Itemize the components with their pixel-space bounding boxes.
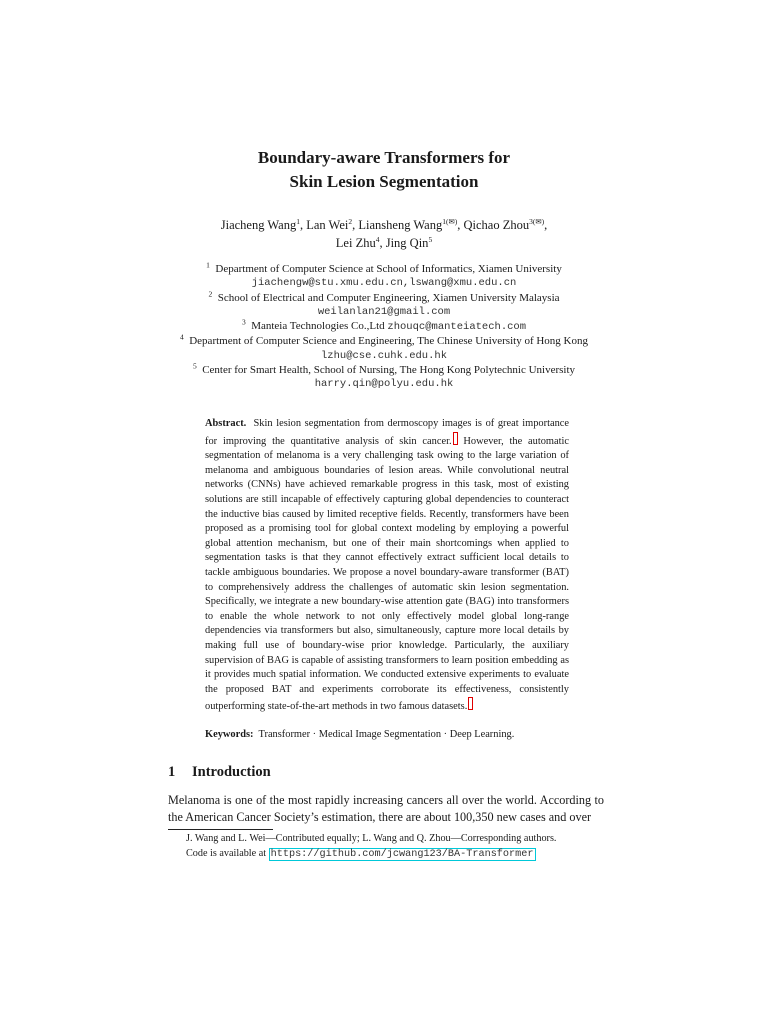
- affiliation-email: zhouqc@manteiatech.com: [387, 321, 527, 334]
- footnote-rule: [168, 829, 273, 830]
- author-affil-mark: 2: [348, 216, 353, 226]
- title-line-2: Skin Lesion Segmentation: [289, 172, 479, 191]
- affiliation-1: [0, 262, 768, 276]
- section-heading: [168, 764, 271, 781]
- author-line-1: Jiacheng Wang$^1$, Lan Wei$^2$, Liansheng Wang$^{1(✉)}$, Qichao Zhou$^{3(✉)}$,: [220, 216, 548, 232]
- affiliation-number: 3: [241, 317, 246, 327]
- affiliation-email: lzhu@cse.cuhk.edu.hk: [320, 349, 448, 362]
- author-name: Lei Zhu: [335, 236, 376, 250]
- keywords: [205, 728, 569, 742]
- author-affil-mark: 1(✉): [442, 216, 458, 226]
- affiliation-email: harry.qin@polyu.edu.hk: [314, 378, 454, 391]
- body-paragraph: Melanoma is one of the most rapidly increasing cancers all over the world. According to the American Cancer Society’s estimation, there are about 100,350 new cases and over: [168, 793, 604, 824]
- title-line-1: Boundary-aware Transformers for: [257, 148, 511, 167]
- author-name: Lan Wei: [306, 218, 349, 232]
- author-name: Jing Qin: [385, 236, 429, 250]
- citation-link-box[interactable]: [453, 432, 458, 445]
- section-number: 1: [168, 764, 176, 780]
- citation-link-box[interactable]: [468, 697, 473, 710]
- affiliation-text: Department of Computer Science at School of Informatics, Xiamen University: [215, 263, 562, 275]
- abstract-text-2: However, the automatic segmentation of melanoma is a very challenging task owing to the large variation of melanoma and ambiguous boundaries of lesion areas. While convolutional neutral networks (CNNs) have achieved remarkable progress in this task, most of existing solutions are still incapable of effectively capturing global dependencies to counteract the inductive bias caused by limited receptive fields. Recently, transformers have been proposed as a promising tool for global context modeling by employing a powerful global attention mechanism, but one of their main shortcomings when applied to segmentation tasks is that they cannot effectively extract sufficient local details to tackle ambiguous boundaries. We propose a novel boundary-aware transformer (BAT) to comprehensively address the challenges of automatic skin lesion segmentation. Specifically, we integrate a new boundary-wise attention gate (BAG) into transformers to enable the whole network to not only effectively model global long-range dependencies via transformers but also, simultaneously, capture more local details by making full use of boundary-wise prior knowledge. Particularly, the auxiliary supervision of BAG is capable of assisting transformers to learn position embedding as it provides much spatial information. We conducted extensive experiments to evaluate the proposed BAT and experiments corroborate its effectiveness, consistently outperforming state-of-the-art methods in two famous datasets.: [205, 435, 569, 713]
- affiliation-3: [0, 319, 768, 334]
- author-affil-mark: 5: [428, 234, 433, 244]
- author-name: Jiacheng Wang: [220, 218, 297, 232]
- author-affil-mark: 1: [296, 216, 300, 226]
- abstract-text-1: Skin lesion segmentation from dermoscopy images is of great importance for improving the quantitative analysis of skin cancer.: [205, 418, 569, 447]
- section-title: Introduction: [192, 764, 271, 780]
- affiliation-number: 1: [206, 260, 210, 270]
- affiliation-email: weilanlan21@gmail.com: [317, 305, 451, 318]
- affiliation-4: [0, 334, 768, 348]
- affiliations: [0, 262, 768, 392]
- author-line-2: Lei Zhu$^4$, Jing Qin$^5$: [335, 234, 433, 250]
- affiliation-number: 4: [179, 332, 184, 342]
- github-link[interactable]: https://github.com/jcwang123/BA-Transformer: [270, 849, 534, 860]
- author-list: [0, 216, 768, 252]
- affiliation-text: Center for Smart Health, School of Nursing, The Hong Kong Polytechnic University: [202, 364, 576, 377]
- footnote-1: J. Wang and L. Wei—Contributed equally; L. Wang and Q. Zhou—Corresponding authors.: [186, 833, 557, 844]
- affiliation-number: 2: [208, 288, 213, 298]
- footnote-2: [186, 846, 536, 863]
- abstract: [205, 417, 569, 715]
- affiliation-2: [0, 288, 768, 305]
- affiliation-text: Manteia Technologies Co.,Ltd: [251, 320, 385, 333]
- keywords-label: Keywords:: [205, 729, 254, 740]
- affiliation-email: jiachengw@stu.xmu.edu.cn,lswang@xmu.edu.cn: [251, 277, 517, 290]
- author-affil-mark: 4: [375, 234, 380, 244]
- affiliation-number: 5: [192, 361, 197, 371]
- author-affil-mark: 3(✉): [529, 216, 545, 226]
- affiliation-5: [0, 363, 768, 377]
- paper-title: [0, 146, 768, 194]
- affiliation-text: School of Electrical and Computer Engineering, Xiamen University Malaysia: [217, 291, 560, 304]
- keywords-text: Transformer · Medical Image Segmentation · Deep Learning.: [258, 729, 515, 740]
- author-name: Liansheng Wang: [358, 218, 443, 232]
- author-name: Qichao Zhou: [463, 218, 530, 232]
- abstract-label: Abstract.: [205, 418, 247, 429]
- footnote-code-text: Code is available at: [186, 848, 267, 859]
- affiliation-text: Department of Computer Science and Engineering, The Chinese University of Hong Kong: [189, 335, 588, 348]
